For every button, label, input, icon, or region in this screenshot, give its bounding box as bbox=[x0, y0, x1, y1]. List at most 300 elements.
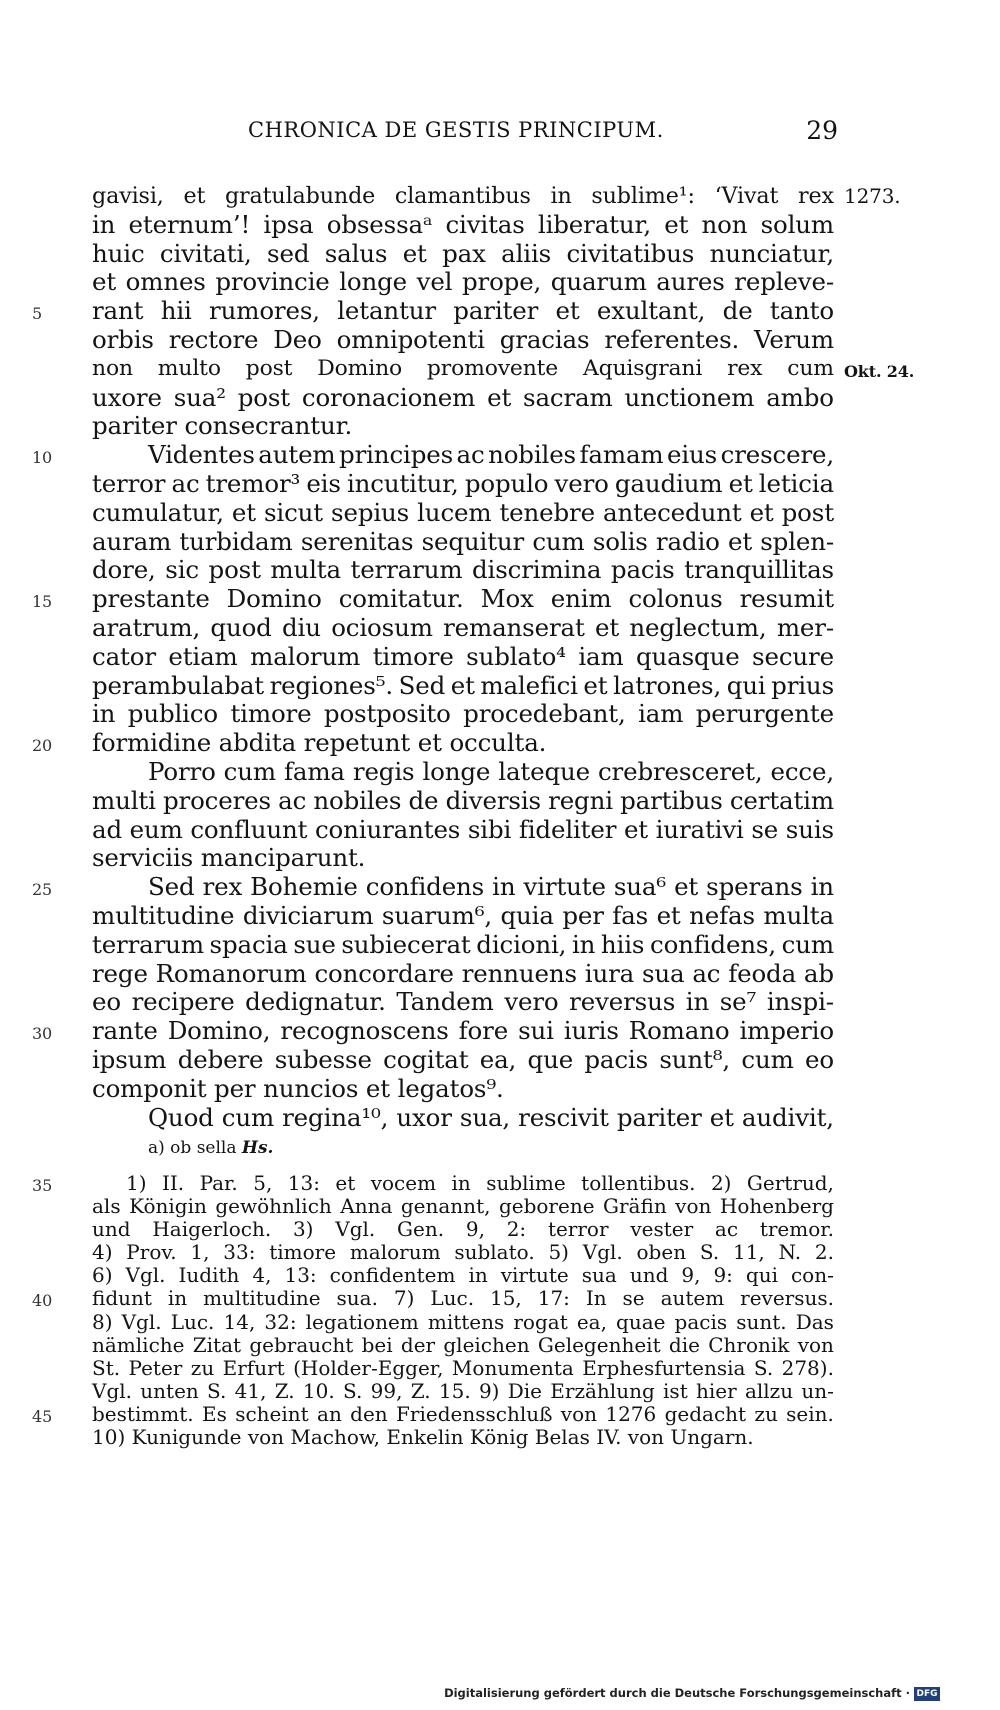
word: Iudith bbox=[178, 1263, 240, 1288]
text-line bbox=[92, 816, 834, 845]
footnotes bbox=[32, 1171, 834, 1450]
word: salus bbox=[324, 238, 388, 268]
word: aliis bbox=[501, 238, 552, 268]
word: Luc. bbox=[170, 1309, 215, 1334]
word: 2) bbox=[710, 1171, 732, 1195]
footnote-line bbox=[92, 1218, 834, 1241]
footnote-line bbox=[92, 1311, 834, 1334]
word: in bbox=[92, 699, 116, 729]
word: N. bbox=[778, 1240, 802, 1265]
word: suarum⁶, bbox=[381, 900, 492, 930]
word: rogat bbox=[513, 1309, 568, 1334]
word: timore bbox=[269, 1240, 337, 1265]
word: bestimmt. bbox=[92, 1401, 194, 1426]
word: eo bbox=[92, 987, 121, 1017]
text-line bbox=[92, 240, 834, 269]
word: 10. bbox=[302, 1378, 335, 1403]
word: die bbox=[668, 1332, 700, 1357]
text-line bbox=[92, 758, 834, 787]
word: Zitat bbox=[192, 1332, 242, 1357]
word: cum bbox=[532, 526, 585, 556]
word: iura bbox=[584, 958, 635, 988]
word: sperans bbox=[706, 872, 803, 902]
word: von bbox=[797, 1332, 834, 1357]
word: confidens bbox=[365, 872, 485, 902]
word: unctionem bbox=[624, 382, 755, 412]
word: Z. bbox=[410, 1378, 431, 1403]
word: St. bbox=[92, 1355, 121, 1380]
word: 3) bbox=[292, 1217, 314, 1242]
word: qui bbox=[745, 1263, 778, 1288]
word: sacram bbox=[523, 382, 613, 412]
word: sicut bbox=[264, 497, 324, 527]
word: Aquisgrani bbox=[582, 355, 703, 381]
word: liberatur, bbox=[537, 209, 652, 239]
word: sublime bbox=[486, 1171, 566, 1195]
word: 13: bbox=[284, 1263, 317, 1288]
word: multo bbox=[157, 355, 221, 381]
word: virtute bbox=[523, 872, 606, 902]
word: Anna bbox=[340, 1194, 393, 1219]
word: mittens bbox=[427, 1309, 505, 1334]
word: multa bbox=[763, 900, 834, 930]
text-line bbox=[92, 1046, 834, 1075]
word: 14, bbox=[223, 1309, 256, 1334]
word: rex bbox=[202, 872, 243, 902]
word: et bbox=[656, 900, 681, 930]
word: rescivit bbox=[518, 1102, 609, 1132]
word: genannt, bbox=[400, 1194, 491, 1219]
line-number: 20 bbox=[32, 736, 53, 756]
word: et bbox=[335, 1171, 356, 1195]
word: sua² bbox=[173, 382, 226, 412]
word: ist bbox=[663, 1378, 688, 1403]
word: 15, bbox=[489, 1286, 522, 1311]
word: Monumenta bbox=[451, 1355, 574, 1380]
footnote-line bbox=[92, 1195, 834, 1218]
word: per bbox=[562, 900, 604, 930]
word: Peter bbox=[128, 1355, 183, 1380]
line-text: pariter consecrantur. bbox=[92, 411, 353, 441]
line-number: 30 bbox=[32, 1024, 53, 1044]
word: sublato. bbox=[454, 1240, 535, 1265]
line-number: 35 bbox=[32, 1176, 53, 1195]
word: et bbox=[583, 670, 608, 700]
word: allzu bbox=[744, 1378, 794, 1403]
word: sublime¹: bbox=[591, 183, 695, 209]
word: et bbox=[749, 497, 774, 527]
word: Hohenberg bbox=[719, 1194, 834, 1219]
word: audivit, bbox=[741, 1102, 834, 1132]
word: un- bbox=[801, 1378, 834, 1403]
word: ac bbox=[278, 785, 307, 815]
word: cogitat bbox=[383, 1044, 469, 1074]
word: gaudium bbox=[614, 468, 723, 498]
word: S. bbox=[753, 1355, 774, 1380]
word: geborene bbox=[498, 1194, 595, 1219]
word: von bbox=[560, 1401, 598, 1426]
word: sunt. bbox=[736, 1309, 787, 1334]
word: sua bbox=[581, 1263, 617, 1288]
word: regiones⁵. bbox=[269, 670, 394, 700]
word: 33: bbox=[223, 1240, 256, 1265]
word: famam bbox=[579, 440, 664, 470]
word: tremor³ bbox=[205, 468, 301, 498]
word: timore bbox=[230, 699, 312, 729]
word: qui bbox=[726, 670, 766, 700]
word: als bbox=[92, 1194, 121, 1219]
line-text: componit per nuncios et legatos⁹. bbox=[92, 1073, 504, 1103]
word: rex bbox=[798, 183, 834, 209]
word: omnipotenti bbox=[336, 324, 485, 354]
word: sibi bbox=[467, 814, 512, 844]
word: suis bbox=[785, 814, 834, 844]
word: splen- bbox=[760, 526, 834, 556]
word: virtute bbox=[500, 1263, 569, 1288]
word: Domino bbox=[226, 584, 322, 614]
word: hiis bbox=[600, 929, 645, 959]
word: sunt⁸, bbox=[659, 1044, 731, 1074]
footnote-line bbox=[92, 1264, 834, 1287]
word: non bbox=[92, 355, 133, 381]
word: unten bbox=[140, 1378, 199, 1403]
word: et bbox=[728, 468, 753, 498]
word: gracias bbox=[499, 324, 590, 354]
word: aratrum, bbox=[92, 612, 201, 642]
word: vocem bbox=[370, 1171, 437, 1195]
word: in bbox=[167, 1286, 188, 1311]
footnote-line bbox=[92, 1357, 834, 1380]
word: uxore bbox=[92, 382, 162, 412]
word: cum bbox=[221, 1102, 275, 1132]
word: quae bbox=[616, 1309, 666, 1334]
word: in bbox=[810, 872, 834, 902]
word: cum bbox=[223, 756, 276, 786]
word: imperio bbox=[739, 1016, 834, 1046]
word: quia bbox=[500, 900, 554, 930]
margin-date: Okt. 24. bbox=[844, 361, 915, 381]
word: et bbox=[674, 872, 699, 902]
word: post bbox=[781, 497, 834, 527]
word: de bbox=[408, 785, 439, 815]
word: gewöhnlich bbox=[215, 1194, 332, 1219]
word: eius bbox=[667, 440, 718, 470]
word: vero bbox=[504, 987, 559, 1017]
word: diviciarum bbox=[242, 900, 374, 930]
word: ipsum bbox=[92, 1044, 167, 1074]
word: serenitas bbox=[300, 526, 414, 556]
word: non bbox=[701, 209, 748, 239]
word: scheint bbox=[235, 1401, 309, 1426]
word: terror bbox=[92, 468, 166, 498]
word: S. bbox=[699, 1240, 720, 1265]
word: malorum bbox=[250, 641, 361, 671]
word: 32: bbox=[264, 1309, 297, 1334]
text-line bbox=[92, 499, 834, 528]
page-number: 29 bbox=[806, 116, 838, 145]
word: exultant, bbox=[596, 296, 706, 326]
word: 1) bbox=[126, 1171, 147, 1195]
word: tanto bbox=[769, 296, 834, 326]
word: nobiles bbox=[488, 440, 576, 470]
word: debere bbox=[177, 1044, 264, 1074]
line-number: 15 bbox=[32, 592, 53, 612]
text-line bbox=[32, 440, 834, 470]
word: Vgl. bbox=[335, 1217, 376, 1242]
word: que bbox=[527, 1044, 574, 1074]
word: perambulabat bbox=[92, 670, 264, 700]
word: ac bbox=[714, 1217, 739, 1242]
word: eum bbox=[129, 814, 183, 844]
word: obsessaᵃ bbox=[326, 209, 433, 239]
word: incutitur, bbox=[346, 468, 459, 498]
word: Erfurt bbox=[222, 1355, 285, 1380]
footnote-line bbox=[32, 1286, 834, 1311]
word: longe bbox=[339, 267, 408, 297]
word: Romanorum bbox=[155, 958, 307, 988]
word: fidunt bbox=[92, 1286, 152, 1311]
word: autem bbox=[660, 1286, 725, 1311]
word: orbis bbox=[92, 324, 154, 354]
word: post bbox=[237, 382, 291, 412]
word: pariter bbox=[453, 296, 539, 326]
word: 2: bbox=[506, 1217, 527, 1242]
word: Königin bbox=[129, 1194, 207, 1219]
word: se bbox=[751, 814, 779, 844]
word: fama bbox=[283, 756, 345, 786]
word: crebresceret, bbox=[597, 756, 763, 786]
word: ociosum bbox=[331, 612, 433, 642]
word: cator bbox=[92, 641, 156, 671]
word: nobiles bbox=[313, 785, 402, 815]
text-line bbox=[32, 728, 834, 758]
word: huic bbox=[92, 238, 145, 268]
word: rumores, bbox=[209, 296, 320, 326]
word: oben bbox=[636, 1240, 687, 1265]
word: clamantibus bbox=[394, 183, 531, 209]
word: promovente bbox=[426, 355, 559, 381]
word: regni bbox=[548, 785, 613, 815]
word: Verum bbox=[754, 324, 834, 354]
word: multitudine bbox=[203, 1286, 321, 1311]
word: sua⁶ bbox=[613, 872, 667, 902]
word: vel bbox=[416, 267, 453, 297]
text-line bbox=[32, 296, 834, 326]
text-line bbox=[92, 326, 834, 355]
word: zu bbox=[754, 1401, 778, 1426]
word: et bbox=[594, 612, 620, 642]
text-line bbox=[92, 384, 834, 413]
word: et bbox=[664, 209, 689, 239]
text-line bbox=[92, 182, 901, 211]
text-line bbox=[32, 584, 834, 614]
word: 9) bbox=[478, 1378, 500, 1403]
word: iam bbox=[578, 641, 624, 671]
word: und bbox=[629, 1263, 669, 1288]
word: in bbox=[685, 987, 710, 1017]
word: in bbox=[492, 872, 516, 902]
word: publico bbox=[127, 699, 219, 729]
critical-apparatus bbox=[148, 1138, 273, 1158]
word: und bbox=[92, 1217, 131, 1242]
word: pacis bbox=[610, 555, 675, 585]
word: ‘Vivat bbox=[714, 183, 779, 209]
word: Das bbox=[795, 1309, 834, 1334]
word: repleve- bbox=[734, 267, 834, 297]
word: sui bbox=[518, 1016, 554, 1046]
word: civitati, bbox=[159, 238, 252, 268]
word: eis bbox=[306, 468, 341, 498]
footnote-line bbox=[92, 1241, 834, 1264]
word: et bbox=[727, 526, 753, 556]
word: an bbox=[317, 1401, 342, 1426]
word: rex bbox=[727, 355, 763, 381]
text-line bbox=[92, 412, 834, 441]
word: multa bbox=[270, 555, 341, 585]
word: gleichen bbox=[443, 1332, 530, 1357]
word: Gen. bbox=[397, 1217, 445, 1242]
word: nefas bbox=[689, 900, 755, 930]
word: Vgl. bbox=[121, 1309, 162, 1334]
word: tollentibus. bbox=[581, 1171, 696, 1195]
word: Die bbox=[507, 1378, 543, 1403]
word: 7) bbox=[393, 1286, 415, 1311]
word: et bbox=[623, 814, 648, 844]
word: Z. bbox=[274, 1378, 295, 1403]
footnote-line bbox=[92, 1426, 834, 1449]
word: Gräfin bbox=[603, 1194, 667, 1219]
word: 13: bbox=[287, 1171, 320, 1195]
text-line bbox=[92, 614, 834, 643]
word: Sed bbox=[148, 872, 195, 902]
word: Gertrud, bbox=[746, 1171, 834, 1195]
word: discrimina bbox=[472, 555, 602, 585]
word: colonus bbox=[628, 584, 723, 614]
word: nämliche bbox=[92, 1332, 185, 1357]
word: Bohemie bbox=[250, 872, 358, 902]
word: cum bbox=[741, 1044, 794, 1074]
word: proceres bbox=[162, 785, 271, 815]
word: 11, bbox=[732, 1240, 765, 1265]
word: 41, bbox=[234, 1378, 267, 1403]
word: etiam bbox=[168, 641, 238, 671]
word: et bbox=[487, 382, 512, 412]
word: et bbox=[92, 267, 117, 297]
word: cum bbox=[787, 355, 834, 381]
text-line bbox=[92, 672, 834, 701]
text-line bbox=[92, 1075, 834, 1104]
word: quod bbox=[210, 612, 272, 642]
word: ac bbox=[456, 440, 485, 470]
word: fas bbox=[612, 900, 649, 930]
word: malefici bbox=[480, 670, 578, 700]
word: Gelegenheit bbox=[537, 1332, 661, 1357]
word: 9, bbox=[681, 1263, 701, 1288]
word: sue bbox=[293, 929, 336, 959]
word: post bbox=[208, 555, 261, 585]
word: 17: bbox=[537, 1286, 570, 1311]
word: terrarum bbox=[350, 555, 463, 585]
word: 9, bbox=[465, 1217, 485, 1242]
word: Luc. bbox=[430, 1286, 475, 1311]
word: crescere, bbox=[720, 440, 834, 470]
line-number: 25 bbox=[32, 880, 53, 900]
word: Porro bbox=[148, 756, 216, 786]
word: II. bbox=[161, 1171, 185, 1195]
word: dore, bbox=[92, 555, 156, 585]
dfg-logo: DFG bbox=[914, 1687, 940, 1701]
word: terror bbox=[547, 1217, 609, 1242]
word: 6) bbox=[92, 1263, 113, 1288]
word: tremor. bbox=[759, 1217, 834, 1242]
word: regina¹⁰, bbox=[282, 1102, 389, 1132]
word: letantur bbox=[337, 296, 436, 326]
word: ecce, bbox=[770, 756, 834, 786]
text-line bbox=[92, 902, 834, 931]
word: 1276 bbox=[605, 1401, 657, 1426]
word: hier bbox=[696, 1378, 737, 1403]
word: Romano bbox=[628, 1016, 730, 1046]
word: Vgl. bbox=[125, 1263, 166, 1288]
word: 9: bbox=[713, 1263, 733, 1288]
word: ea, bbox=[576, 1309, 607, 1334]
text-line bbox=[92, 528, 834, 557]
word: sepius bbox=[331, 497, 410, 527]
word: Domino, bbox=[167, 1016, 271, 1046]
word: auram bbox=[92, 526, 172, 556]
word: Vgl. bbox=[92, 1378, 132, 1403]
word: partibus bbox=[620, 785, 723, 815]
word: in bbox=[571, 929, 596, 959]
critical-note-siglum: Hs. bbox=[241, 1138, 274, 1158]
line-number: 45 bbox=[32, 1406, 53, 1426]
word: Quod bbox=[148, 1102, 214, 1132]
word: spacia bbox=[209, 929, 288, 959]
word: eo bbox=[805, 1044, 834, 1074]
word: et bbox=[450, 670, 475, 700]
word: recognoscens bbox=[280, 1016, 449, 1046]
word: dicioni, bbox=[476, 929, 567, 959]
word: Friedensschluß bbox=[396, 1401, 553, 1426]
word: Es bbox=[202, 1401, 227, 1426]
word: zu bbox=[190, 1355, 215, 1380]
word: bei bbox=[361, 1332, 393, 1357]
word: sein. bbox=[786, 1401, 834, 1426]
text-line bbox=[32, 872, 834, 902]
word: sublato⁴ bbox=[466, 641, 566, 671]
line-number: 40 bbox=[32, 1291, 53, 1311]
running-title: CHRONICA DE GESTIS PRINCIPUM. bbox=[248, 118, 664, 142]
word: pacis bbox=[584, 1044, 649, 1074]
word: se bbox=[622, 1286, 645, 1311]
word: iam bbox=[638, 699, 684, 729]
word: lucem bbox=[417, 497, 492, 527]
word: reversus bbox=[569, 987, 676, 1017]
word: subiecerat bbox=[341, 929, 471, 959]
text-line bbox=[92, 787, 834, 816]
word: civitatibus bbox=[566, 238, 695, 268]
word: hii bbox=[160, 296, 192, 326]
word: 5, bbox=[253, 1171, 273, 1195]
word: confidens, bbox=[650, 929, 776, 959]
word: secure bbox=[752, 641, 834, 671]
text-line bbox=[92, 643, 834, 672]
main-text bbox=[32, 182, 915, 1132]
word: iurativi bbox=[655, 814, 744, 844]
word: lateque bbox=[498, 756, 590, 786]
word: feoda bbox=[728, 958, 797, 988]
word: tranquillitas bbox=[684, 555, 834, 585]
